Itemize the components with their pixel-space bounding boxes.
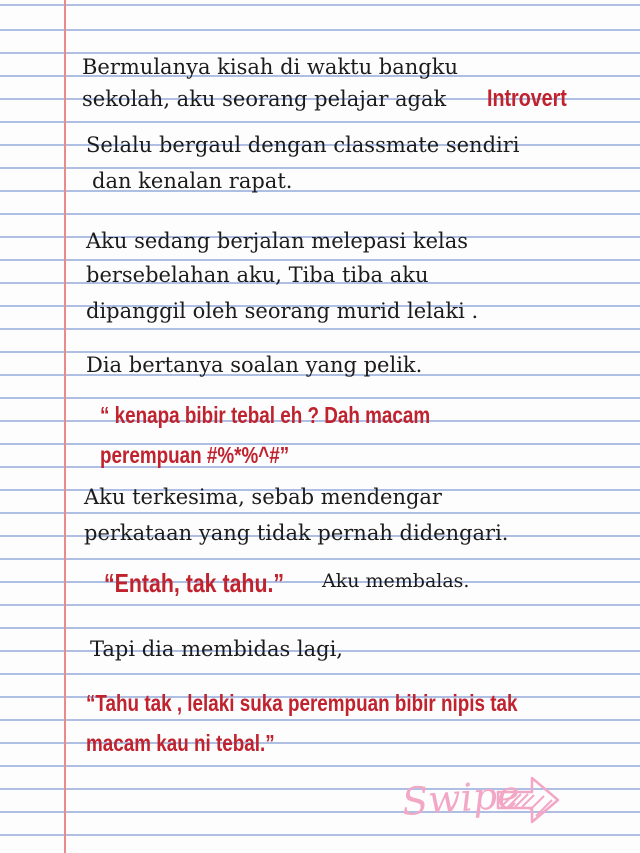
quote-line-1: “ kenapa bibir tebal eh ? Dah macam — [100, 402, 431, 428]
story-line-9: Aku terkesima, sebab mendengar — [84, 485, 442, 509]
reply-quote: “Entah, tak tahu.” — [104, 568, 285, 598]
story-line-6: bersebelahan aku, Tiba tiba aku — [86, 263, 429, 287]
quote-line-4: macam kau ni tebal.” — [86, 730, 275, 756]
notebook-margin-line — [64, 0, 66, 853]
quote-line-3: “Tahu tak , lelaki suka perempuan bibir nipis tak — [86, 690, 518, 716]
story-line-5: Aku sedang berjalan melepasi kelas — [86, 229, 469, 253]
quote-line-2: perempuan #%*%^#” — [100, 442, 290, 468]
story-line-1: Bermulanya kisah di waktu bangku — [82, 55, 458, 79]
story-line-8: Dia bertanya soalan yang pelik. — [86, 353, 423, 377]
story-line-7: dipanggil oleh seorang murid lelaki . — [86, 299, 479, 323]
arrow-right-icon — [494, 772, 564, 828]
story-line-3: Selalu bergaul dengan classmate sendiri — [86, 133, 520, 157]
story-line-2: sekolah, aku seorang pelajar agak — [82, 87, 447, 111]
story-line-4: dan kenalan rapat. — [92, 169, 293, 193]
swipe-label: Swipe — [400, 771, 521, 825]
reply-narration: Aku membalas. — [322, 570, 470, 592]
story-line-10: perkataan yang tidak pernah didengari. — [84, 521, 509, 545]
introvert-highlight: Introvert — [487, 85, 567, 112]
swipe-hint[interactable] — [398, 770, 568, 840]
story-line-11: Tapi dia membidas lagi, — [90, 637, 343, 661]
